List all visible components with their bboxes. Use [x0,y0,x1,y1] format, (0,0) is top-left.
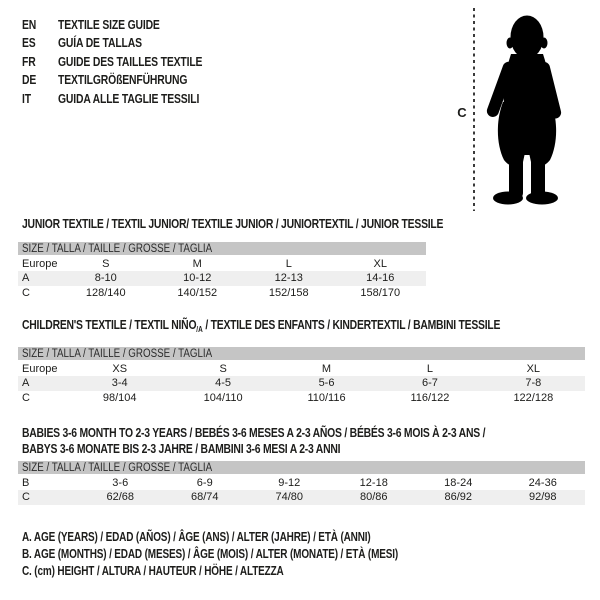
row-label: C [22,491,30,504]
size-header-text: SIZE / TALLA / TAILLE / GRÖSSE / TAGLIA [22,461,213,474]
title-suffix: / TEXTILE DES ENFANTS / KINDERTEXTIL / BAMBINI TESSILE [202,317,501,332]
language-row-fr [22,52,238,71]
height-cell: 80/86 [359,491,388,504]
table-row-europe [18,257,426,272]
height-cell: 62/68 [106,491,135,504]
legend-text: C. (cm) HEIGHT / ALTURA / HAUTEUR / HÖHE / ALTEZZA [22,564,284,578]
age-cell: 14-16 [366,272,395,285]
size-header-text: SIZE / TALLA / TAILLE / GRÖSSE / TAGLIA [22,242,213,255]
size-table-junior [18,242,426,300]
row-label: C [22,391,30,404]
size-header-bar [18,461,585,474]
size-header-bar [18,347,585,360]
age-cell: 6-7 [421,377,438,390]
table-row-age [18,376,585,391]
age-cell: 8-10 [94,272,117,285]
size-cell: L [426,362,433,375]
size-cell: XL [373,257,387,270]
height-cell: 158/170 [360,286,401,299]
size-cell: S [219,362,227,375]
age-cell: 5-6 [318,377,335,390]
height-cell: 110/116 [307,391,346,404]
legend-line-b [22,547,492,564]
language-code: FR [22,53,36,69]
height-cell: 74/80 [275,491,304,504]
language-row-en [22,15,238,34]
legend-text: B. AGE (MONTHS) / EDAD (MESES) / ÂGE (MOIS) / ALTER (MONATE) / ETÀ (MESI) [22,547,399,561]
height-cell: 92/98 [528,491,557,504]
height-cell: 128/140 [85,286,126,299]
age-cell: 12-13 [274,272,303,285]
language-title: GUIDE DES TAILLES TEXTILE [58,53,203,69]
row-label: C [22,286,30,299]
height-dotted-line [473,8,475,211]
height-label-c: C [457,105,467,120]
children-table-title-text [22,317,500,335]
height-cell: 116/122 [410,391,450,404]
language-code: DE [22,72,37,88]
title-subscript: /A [196,325,203,334]
row-label: Europe [22,362,58,375]
language-title: GUÍA DE TALLAS [58,35,142,51]
legend-text: A. AGE (YEARS) / EDAD (AÑOS) / ÂGE (ANS) / ALTER (JAHRE) / ETÀ (ANNI) [22,530,371,544]
junior-table-title-text: JUNIOR TEXTILE / TEXTIL JUNIOR/ TEXTILE JUNIOR / JUNIORTEXTIL / JUNIOR TESSILE [22,216,444,231]
children-table-title [22,317,600,335]
height-cell: 140/152 [177,286,218,299]
table-row-months [18,476,585,491]
toddler-silhouette-image [483,12,567,205]
language-title: TEXTILE SIZE GUIDE [58,16,160,32]
legend-line-a [22,530,492,547]
size-cell: M [192,257,202,270]
babies-title-line2: BABYS 3-6 MONATE BIS 2-3 JAHRE / BAMBINI 3-6 MESI A 2-3 ANNI [22,440,341,456]
language-code: ES [22,35,36,51]
table-row-height [18,391,585,406]
months-cell: 18-24 [444,476,473,489]
language-code: EN [22,16,37,32]
title-prefix: CHILDREN'S TEXTILE / TEXTIL NIÑO [22,317,197,332]
row-label: Europe [22,257,58,270]
language-title-list [22,15,238,108]
size-cell: M [321,362,332,375]
age-cell: 4-5 [215,377,232,390]
babies-title-line1: BABIES 3-6 MONTH TO 2-3 YEARS / BEBÉS 3-6 MESES A 2-3 AÑOS / BÉBÉS 3-6 MOIS À 2-3 ANS / [22,425,486,440]
height-cell: 152/158 [268,286,309,299]
months-cell: 3-6 [112,476,129,489]
size-cell: XL [526,362,541,375]
size-header-bar [18,242,426,255]
language-row-de [22,71,238,90]
row-label: B [22,476,30,489]
height-cell: 122/128 [513,391,554,404]
size-cell: XS [112,362,128,375]
months-cell: 6-9 [196,476,213,489]
table-row-height [18,490,585,505]
table-row-europe [18,362,585,377]
table-row-age [18,271,426,286]
size-table-children [18,347,585,405]
junior-table-title [22,216,549,232]
measurement-legend [22,530,492,581]
legend-line-c [22,564,492,581]
age-cell: 7-8 [525,377,542,390]
months-cell: 9-12 [278,476,301,489]
table-row-height [18,286,426,301]
age-cell: 3-4 [111,377,128,390]
language-code: IT [22,90,31,106]
height-cell: 86/92 [444,491,473,504]
size-table-babies [18,461,585,505]
height-measure-figure [455,5,600,215]
height-cell: 104/110 [203,391,243,404]
language-row-es [22,34,238,53]
height-cell: 98/104 [102,391,137,404]
months-cell: 12-18 [359,476,388,489]
row-label: A [22,377,30,390]
height-cell: 68/74 [190,491,219,504]
babies-table-title [22,425,600,456]
row-label: A [22,272,30,285]
size-cell: L [285,257,292,270]
size-cell: S [102,257,110,270]
language-title: TEXTILGRÖßENFÜHRUNG [58,72,188,88]
months-cell: 24-36 [528,476,557,489]
language-title: GUIDA ALLE TAGLIE TESSILI [58,90,200,106]
language-row-it [22,89,238,108]
size-header-text: SIZE / TALLA / TAILLE / GRÖSSE / TAGLIA [22,347,213,360]
age-cell: 10-12 [183,272,212,285]
